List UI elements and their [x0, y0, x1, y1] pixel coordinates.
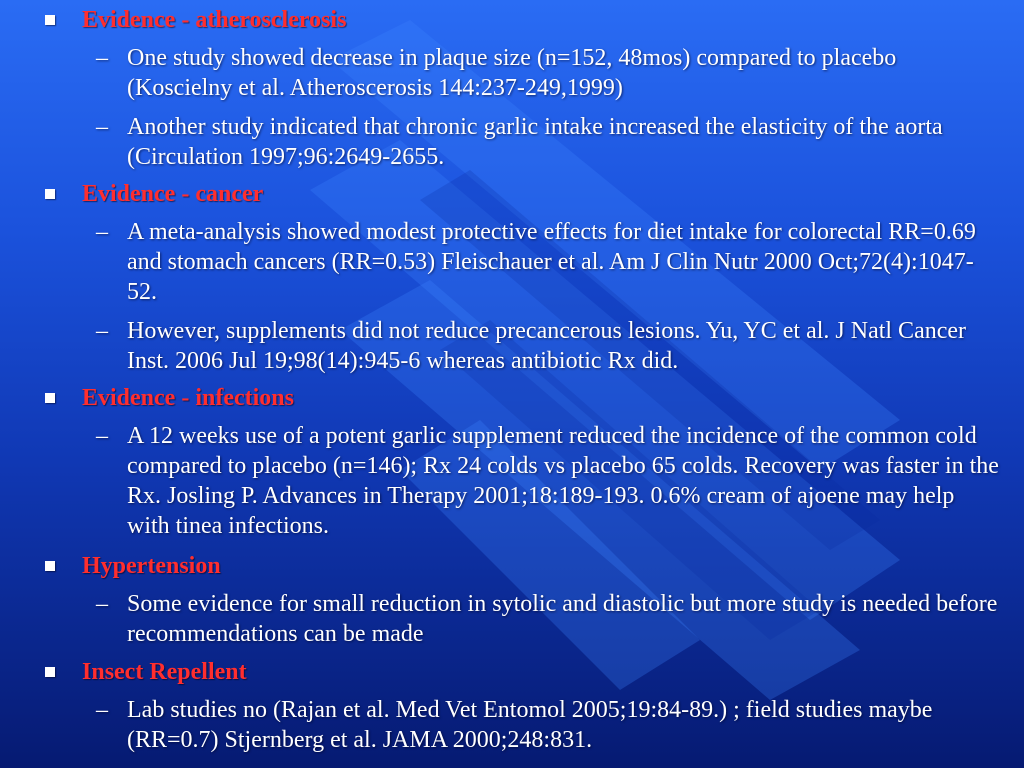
- dash-bullet-icon: –: [96, 697, 108, 723]
- bullet-item-text: Lab studies no (Rajan et al. Med Vet Entomol 2005;19:84-89.) ; field studies maybe (RR=0.7) Stjernberg et al. JAMA 2000;248:831.: [127, 697, 933, 753]
- section-heading-text: Evidence - atherosclerosis: [82, 7, 347, 33]
- bullet-item-text: One study showed decrease in plaque size (n=152, 48mos) compared to placebo (Koscielny et al. Atheroscerosis 144:237-249,1999): [127, 45, 897, 101]
- bullet-item: [0, 217, 1024, 307]
- bullet-item: [0, 421, 1024, 541]
- bullet-item-text: A meta-analysis showed modest protective effects for diet intake for colorectal RR=0.69 and stomach cancers (RR=0.53) Fleischauer et al. Am J Clin Nutr 2000 Oct;72(4):1047-52.: [127, 219, 976, 305]
- section-heading-text: Evidence - infections: [82, 385, 294, 411]
- square-bullet-icon: [45, 667, 55, 677]
- bullet-item-text: Another study indicated that chronic garlic intake increased the elasticity of the aorta (Circulation 1997;96:2649-2655.: [127, 114, 943, 170]
- bullet-item-text: However, supplements did not reduce precancerous lesions. Yu, YC et al. J Natl Cancer Inst. 2006 Jul 19;98(14):945-6 whereas antibiotic Rx did.: [127, 318, 967, 374]
- dash-bullet-icon: –: [96, 219, 108, 245]
- dash-bullet-icon: –: [96, 318, 108, 344]
- dash-bullet-icon: –: [96, 114, 108, 140]
- bullet-item-text: Some evidence for small reduction in sytolic and diastolic but more study is needed before recommendations can be made: [127, 591, 998, 647]
- bullet-item: [0, 43, 1024, 103]
- square-bullet-icon: [45, 189, 55, 199]
- section-heading-text: Evidence - cancer: [82, 181, 264, 207]
- bullet-item-text: A 12 weeks use of a potent garlic supplement reduced the incidence of the common cold compared to placebo (n=146); Rx 24 colds vs placebo 65 colds. Recovery was faster in the Rx. Josling P. Advances in Therapy 2001;18:189-193. 0.6% cream of ajoene may help with tinea infections.: [127, 423, 999, 539]
- bullet-item: [0, 589, 1024, 649]
- section-heading-text: Hypertension: [82, 553, 221, 579]
- square-bullet-icon: [45, 15, 55, 25]
- bullet-item: [0, 695, 1024, 755]
- dash-bullet-icon: –: [96, 591, 108, 617]
- dash-bullet-icon: –: [96, 45, 108, 71]
- section-heading: [0, 5, 1024, 35]
- section-heading: [0, 383, 1024, 413]
- square-bullet-icon: [45, 561, 55, 571]
- dash-bullet-icon: –: [96, 423, 108, 449]
- section-heading: [0, 657, 1024, 687]
- section-heading-text: Insect Repellent: [82, 659, 247, 685]
- bullet-item: [0, 316, 1024, 376]
- bullet-item: [0, 112, 1024, 172]
- section-heading: [0, 179, 1024, 209]
- square-bullet-icon: [45, 393, 55, 403]
- section-heading: [0, 551, 1024, 581]
